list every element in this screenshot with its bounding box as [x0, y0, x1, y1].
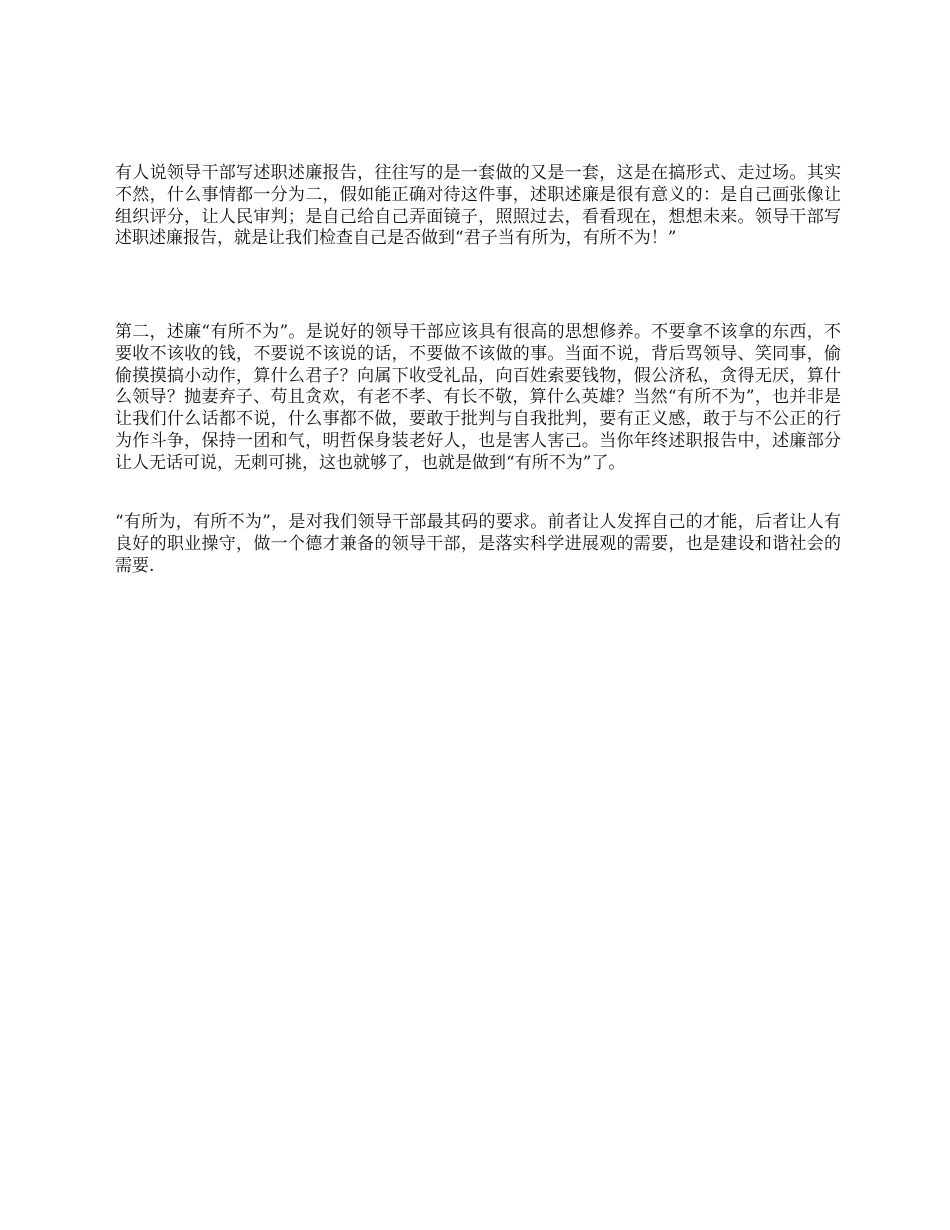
paragraph-intro: 有人说领导干部写述职述廉报告，往往写的是一套做的又是一套，这是在搞形式、走过场。其实不然，什么事情都一分为二，假如能正确对待这件事，述职述廉是很有意义的：是自己画张像让组织评分，让人民审判；是自己给自己弄面镜子，照照过去，看看现在，想想未来。领导干部写述职述廉报告，就是让我们检查自己是否做到“君子当有所为，有所不为！” [115, 163, 841, 249]
paragraph-second-point: 第二，述廉“有所不为”。是说好的领导干部应该具有很高的思想修养。不要拿不该拿的东西，不要收不该收的钱，不要说不该说的话，不要做不该做的事。当面不说，背后骂领导、笑同事，偷偷摸摸搞小动作，算什么君子？向属下收受礼品，向百姓索要钱物，假公济私，贪得无厌，算什么领导？抛妻弃子、苟且贪欢，有老不孝、有长不敬，算什么英雄？当然“有所不为”，也并非是让我们什么话都不说，什么事都不做，要敢于批判与自我批判，要有正义感，敢于与不公正的行为作斗争，保持一团和气，明哲保身装老好人，也是害人害己。当你年终述职报告中，述廉部分让人无话可说，无刺可挑，这也就够了，也就是做到“有所不为”了。 [115, 322, 841, 473]
paragraph-conclusion: “有所为，有所不为”，是对我们领导干部最其码的要求。前者让人发挥自己的才能，后者让人有良好的职业操守，做一个德才兼备的领导干部，是落实科学进展观的需要，也是建设和谐社会的需要. [115, 512, 841, 576]
